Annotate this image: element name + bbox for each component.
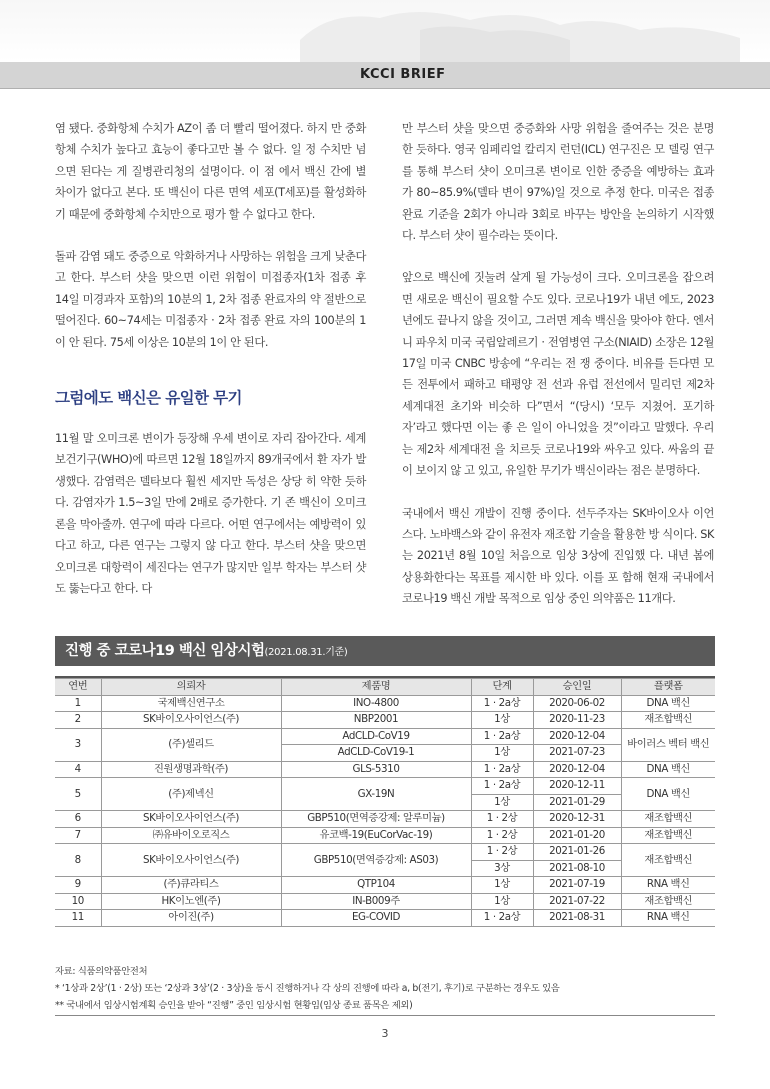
cell-phase: 1상	[471, 794, 533, 811]
footer-divider	[55, 1015, 715, 1016]
cell-phase: 1상	[471, 893, 533, 910]
cell-platform: RNA 백신	[621, 910, 715, 927]
cell-date: 2020-06-02	[533, 695, 621, 712]
cell-no: 4	[55, 761, 101, 778]
cell-no: 11	[55, 910, 101, 927]
cell-platform: 재조합백신	[621, 827, 715, 844]
table-row	[55, 877, 715, 894]
cell-sponsor: 진원생명과학(주)	[101, 761, 281, 778]
cell-phase: 1상	[471, 877, 533, 894]
source-note: 자료: 식품의약품안전처	[55, 966, 148, 977]
cell-sponsor: 아이진(주)	[101, 910, 281, 927]
header-divider	[0, 88, 770, 89]
cell-product: GX-19N	[281, 778, 471, 811]
cell-phase: 1 · 2상	[471, 811, 533, 828]
cell-date: 2021-08-10	[533, 860, 621, 877]
table-title	[65, 636, 348, 668]
cell-product: GBP510(면역증강제: AS03)	[281, 844, 471, 877]
cell-date: 2021-01-26	[533, 844, 621, 861]
cell-platform: RNA 백신	[621, 877, 715, 894]
header-no: 연번	[55, 679, 101, 696]
cell-platform: 재조합백신	[621, 811, 715, 828]
cell-platform: DNA 백신	[621, 695, 715, 712]
world-map-graphic	[0, 0, 770, 62]
right-column	[402, 118, 714, 610]
left-paragraph-3: 11월 말 오미크론 변이가 등장해 우세 변이로 자리 잡아간다. 세계보건기구(WHO)에 따르면 12월 18일까지 89개국에서 환 자가 발생했다. 감염력은 델타보다 훨씬 세지만 독성은 상당 히 약한 듯하다. 감염자가 1.5~3일 만에 2배로 증가한다. 기 존 백신이 오미크론을 막아줄까. 연구에 따라 다르다. 어떤 연구에서는 예방력이 있다고 하고, 다른 연구는 그렇지 않 다고 한다. 부스터 샷을 맞으면 오미크론 대항력이 세진다는 연구가 많지만 일부 학자는 부스터 샷도 뚫는다고 한다. 다	[55, 432, 366, 595]
cell-no: 8	[55, 844, 101, 877]
table-row	[55, 712, 715, 729]
table-row	[55, 827, 715, 844]
table-title-date: (2021.08.31.기준)	[264, 647, 348, 658]
cell-date: 2020-12-04	[533, 761, 621, 778]
header-product: 제품명	[281, 679, 471, 696]
cell-date: 2021-07-22	[533, 893, 621, 910]
header-sponsor: 의뢰자	[101, 679, 281, 696]
right-paragraph-1: 만 부스터 샷을 맞으면 중증화와 사망 위험을 줄여주는 것은 분명한 듯하다. 영국 임페리얼 칼리지 런던(ICL) 연구진은 모 델링 연구를 통해 부스터 샷이 오미크론 변이로 인한 중증을 예방하는 효과가 80~85.9%(델타 변이 97%)일 것으로 추정 한다. 미국은 접종 완료 기준을 2회가 아니라 3회로 바꾸는 방안을 논의하기 시작했다. 부스터 샷이 필수라는 뜻이다.	[402, 122, 714, 243]
cell-no: 9	[55, 877, 101, 894]
cell-platform: DNA 백신	[621, 761, 715, 778]
cell-sponsor: 국제백신연구소	[101, 695, 281, 712]
cell-date: 2021-07-23	[533, 745, 621, 762]
cell-date: 2021-01-29	[533, 794, 621, 811]
cell-platform: 재조합백신	[621, 712, 715, 729]
cell-phase: 1 · 2a상	[471, 778, 533, 795]
footnote-1: * ‘1상과 2상’(1 · 2상) 또는 ‘2상과 3상’(2 · 3상)을 동시 진행하거나 각 상의 진행에 따라 a, b(전기, 후기)로 구분하는 경우도 있음	[55, 983, 560, 994]
cell-date: 2020-12-04	[533, 728, 621, 745]
cell-phase: 1 · 2상	[471, 844, 533, 861]
cell-no: 2	[55, 712, 101, 729]
cell-phase: 3상	[471, 860, 533, 877]
right-paragraph-2: 앞으로 백신에 짓눌려 살게 될 가능성이 크다. 오미크론을 잡으려면 새로운 백신이 필요할 수도 있다. 코로나19가 내년 에도, 2023년에도 끝나지 않을 것이고, 그러면 계속 백신을 맞아야 한다. 엔서니 파우치 미국 국립알레르기 · 전염병연 구소(NIAID) 소장은 12월 17일 미국 CNBC 방송에 “우리는 전 쟁 중이다. 비유를 든다면 모든 전투에서 패하고 태평양 전 선과 유럽 전선에서 밀리던 제2차 세계대전 초기와 비슷하 다”면서 “(당시) ‘모두 지쳤어. 포기하자’라고 했다면 이는 좋 은 일이 아니었을 것”이라고 말했다. 우리는 제2차 세계대전 을 치르듯 코로나19와 싸우고 있다. 싸움의 끝이 보이지 않 고 있고, 유일한 무기가 백신이라는 점은 분명하다.	[402, 271, 714, 478]
cell-phase: 1상	[471, 745, 533, 762]
cell-phase: 1 · 2a상	[471, 761, 533, 778]
cell-product: EG-COVID	[281, 910, 471, 927]
cell-platform: 재조합백신	[621, 893, 715, 910]
header-approval-date: 승인일	[533, 679, 621, 696]
cell-date: 2021-01-20	[533, 827, 621, 844]
cell-date: 2020-11-23	[533, 712, 621, 729]
cell-phase: 1상	[471, 712, 533, 729]
table-title-bar	[55, 636, 715, 666]
cell-no: 6	[55, 811, 101, 828]
header-platform: 플랫폼	[621, 679, 715, 696]
left-paragraph-1: 염 됐다. 중화항체 수치가 AZ이 좀 더 빨리 떨어졌다. 하지 만 중화항체 수치가 높다고 효능이 좋다고만 볼 수 없다. 일 정 수치만 넘으면 된다는 게 질병관리청의 설명이다. 이 점 에서 백신 간에 별 차이가 없다고 본다. 또 백신이 다른 면역 세포(T세포)를 활성화하기 때문에 중화항체 수치만으로 평가 할 수 없다고 한다.	[55, 122, 366, 221]
table-row	[55, 910, 715, 927]
cell-sponsor: (주)큐라티스	[101, 877, 281, 894]
cell-product: NBP2001	[281, 712, 471, 729]
world-map-banner	[0, 0, 770, 62]
cell-phase: 1 · 2상	[471, 827, 533, 844]
cell-date: 2020-12-31	[533, 811, 621, 828]
table-row	[55, 695, 715, 712]
header-phase: 단계	[471, 679, 533, 696]
page-number: 3	[381, 1027, 389, 1040]
right-paragraph-3: 국내에서 백신 개발이 진행 중이다. 선두주자는 SK바이오사 이언스다. 노바백스와 같이 유전자 재조합 기술을 활용한 방 식이다. SK는 2021년 8월 10일 처음으로 임상 3상에 진입했 다. 내년 봄에 상용화한다는 목표를 제시한 바 있다. 이를 포 함해 현재 국내에서 코로나19 백신 개발 목적으로 임상 중인 의약품은 11개다.	[402, 506, 714, 606]
vaccine-trials-table	[55, 678, 715, 927]
cell-date: 2021-07-19	[533, 877, 621, 894]
cell-sponsor: ㈜유바이오로직스	[101, 827, 281, 844]
cell-no: 3	[55, 728, 101, 761]
cell-sponsor: SK바이오사이언스(주)	[101, 712, 281, 729]
cell-date: 2020-12-11	[533, 778, 621, 795]
cell-product: 유코백-19(EuCorVac-19)	[281, 827, 471, 844]
table-row	[55, 778, 715, 795]
cell-no: 5	[55, 778, 101, 811]
table-notes	[55, 963, 715, 1014]
cell-product: QTP104	[281, 877, 471, 894]
cell-product: AdCLD-CoV19	[281, 728, 471, 745]
cell-platform: 재조합백신	[621, 844, 715, 877]
cell-product: GLS-5310	[281, 761, 471, 778]
cell-phase: 1 · 2a상	[471, 910, 533, 927]
cell-sponsor: (주)제넥신	[101, 778, 281, 811]
cell-product: AdCLD-CoV19-1	[281, 745, 471, 762]
table-row	[55, 728, 715, 745]
table-row	[55, 893, 715, 910]
header-title: KCCI BRIEF	[360, 67, 446, 82]
table-row	[55, 761, 715, 778]
table-title-text: 진행 중 코로나19 백신 임상시험	[65, 643, 265, 659]
cell-sponsor: (주)셀리드	[101, 728, 281, 761]
cell-sponsor: SK바이오사이언스(주)	[101, 811, 281, 828]
cell-phase: 1 · 2a상	[471, 695, 533, 712]
cell-platform: DNA 백신	[621, 778, 715, 811]
table-row	[55, 844, 715, 861]
cell-product: INO-4800	[281, 695, 471, 712]
cell-sponsor: HK이노엔(주)	[101, 893, 281, 910]
table-header-row	[55, 679, 715, 696]
cell-no: 1	[55, 695, 101, 712]
left-column	[55, 118, 366, 599]
cell-product: IN-B009주	[281, 893, 471, 910]
cell-product: GBP510(면역증강제: 알루미늄)	[281, 811, 471, 828]
cell-platform: 바이러스 벡터 백신	[621, 728, 715, 761]
section-heading: 그럼에도 백신은 유일한 무기	[55, 389, 242, 408]
left-paragraph-2: 돌파 감염 돼도 중증으로 악화하거나 사망하는 위험을 크게 낮춘다고 한다. 부스터 샷을 맞으면 이런 위험이 미접종자(1차 접종 후 14일 미경과자 포함)의 10분의 1, 2차 접종 완료자의 약 절반으로 떨어진다. 60~74세는 미접종자 · 2차 접종 완료 자의 100분의 1이 안 된다. 75세 이상은 10분의 1이 안 된다.	[55, 250, 366, 349]
footnote-2: ** 국내에서 임상시험계획 승인을 받아 “진행” 중인 임상시험 현황임(임상 종료 품목은 제외)	[55, 1000, 413, 1011]
cell-no: 10	[55, 893, 101, 910]
cell-no: 7	[55, 827, 101, 844]
cell-phase: 1 · 2a상	[471, 728, 533, 745]
cell-sponsor: SK바이오사이언스(주)	[101, 844, 281, 877]
cell-date: 2021-08-31	[533, 910, 621, 927]
table-row	[55, 811, 715, 828]
